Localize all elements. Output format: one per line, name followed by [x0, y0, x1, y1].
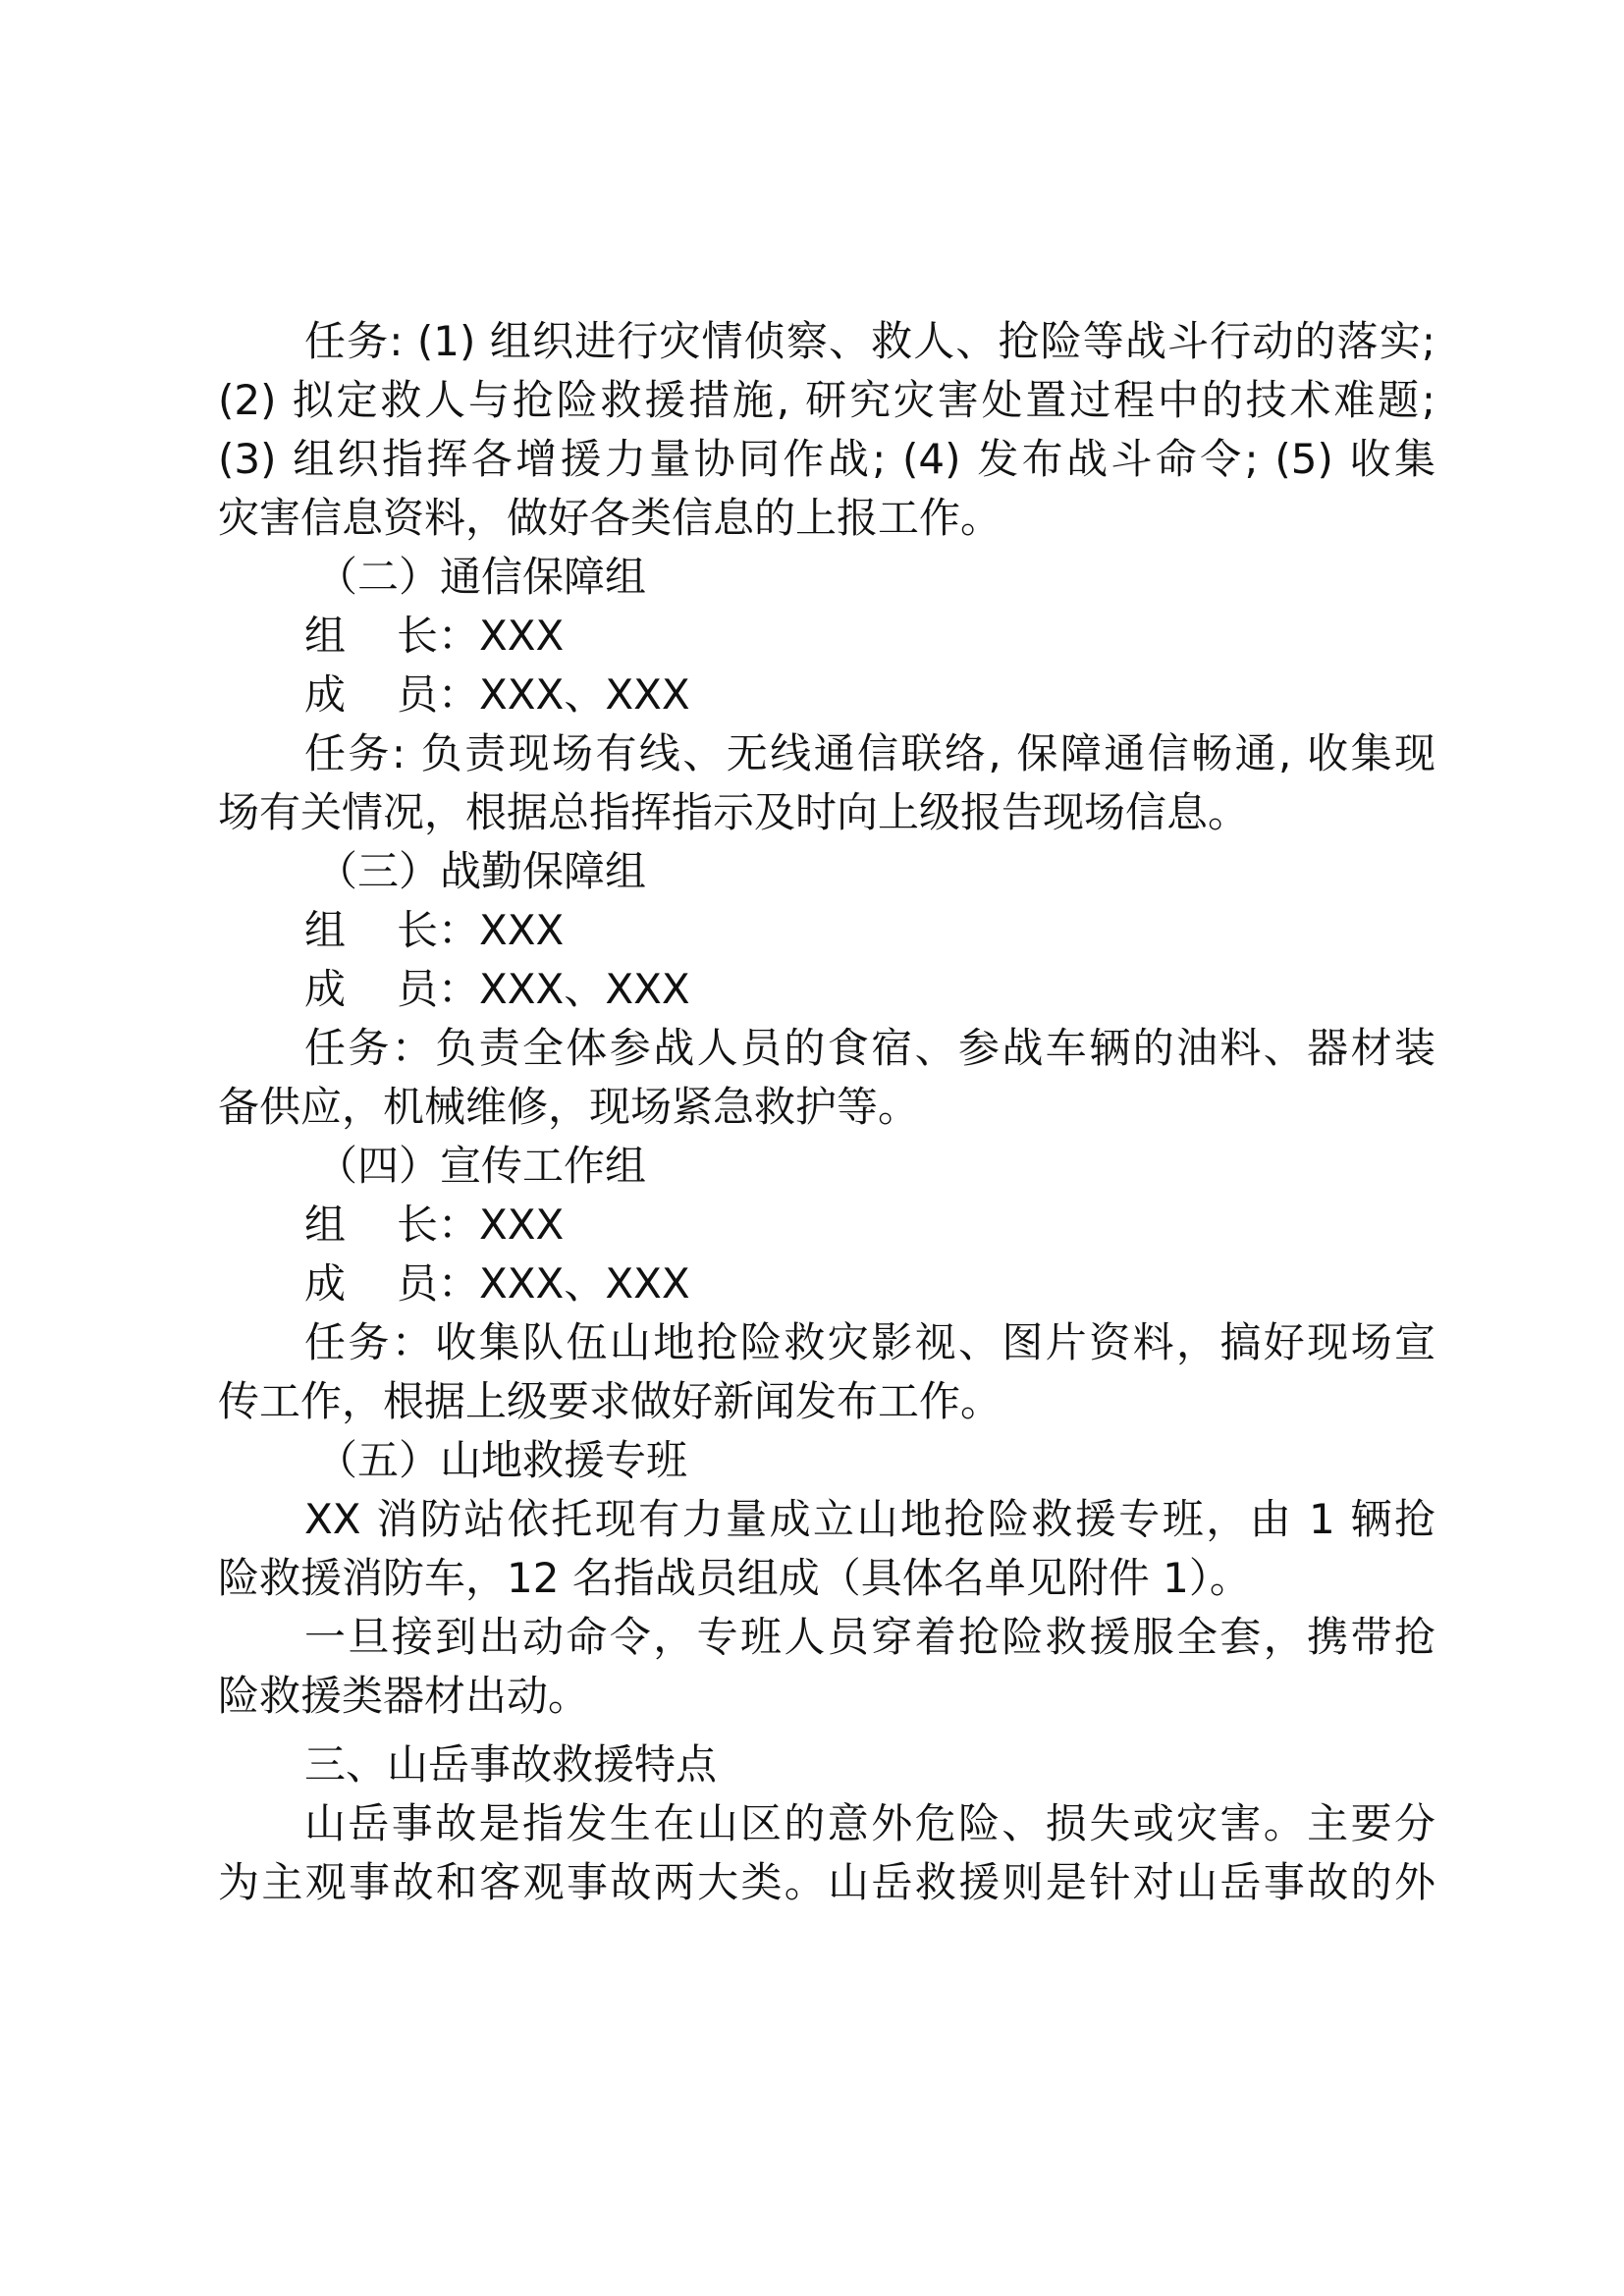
section3-para-line-1: 山岳事故是指发生在山区的意外危险、损失或灾害。主要分: [304, 1799, 1435, 1847]
group4-task-line-1: 任务：收集队伍山地抢险救灾影视、图片资料，搞好现场宣: [304, 1318, 1435, 1366]
group3-leader: 组 长：XXX: [304, 906, 565, 954]
group1-task-line-4: 灾害信息资料，做好各类信息的上报工作。: [218, 494, 1002, 542]
group4-heading: （四）宣传工作组: [316, 1142, 647, 1190]
group1-task-line-3: (3) 组织指挥各增援力量协同作战; (4) 发布战斗命令; (5) 收集: [218, 435, 1435, 483]
section3-heading: 三、山岳事故救援特点: [304, 1740, 718, 1789]
group1-task-line-1: 任务: (1) 组织进行灾情侦察、救人、抢险等战斗行动的落实;: [304, 317, 1435, 365]
group2-task-line-2: 场有关情况，根据总指挥指示及时向上级报告现场信息。: [218, 788, 1250, 836]
group3-members: 成 员：XXX、XXX: [304, 965, 690, 1013]
group2-leader: 组 长：XXX: [304, 612, 565, 660]
group5-para1-line-2: 险救援消防车，12 名指战员组成（具体名单见附件 1）。: [218, 1554, 1251, 1602]
group3-heading: （三）战勤保障组: [316, 847, 647, 895]
group5-para1-line-1: XX 消防站依托现有力量成立山地抢险救援专班，由 1 辆抢: [304, 1495, 1435, 1543]
group4-members: 成 员：XXX、XXX: [304, 1259, 690, 1308]
group3-task-line-1: 任务：负责全体参战人员的食宿、参战车辆的油料、器材装: [304, 1024, 1435, 1072]
section3-para-line-2: 为主观事故和客观事故两大类。山岳救援则是针对山岳事故的外: [218, 1858, 1435, 1906]
group2-members: 成 员：XXX、XXX: [304, 670, 690, 719]
group3-task-line-2: 备供应，机械维修，现场紧急救护等。: [218, 1083, 920, 1131]
group4-leader: 组 长：XXX: [304, 1201, 565, 1249]
group5-para2-line-2: 险救援类器材出动。: [218, 1672, 590, 1720]
group1-task-line-2: (2) 拟定救人与抢险救援措施, 研究灾害处置过程中的技术难题;: [218, 376, 1435, 424]
group5-heading: （五）山地救援专班: [316, 1436, 688, 1484]
group2-heading: （二）通信保障组: [316, 553, 647, 601]
group5-para2-line-1: 一旦接到出动命令，专班人员穿着抢险救援服全套，携带抢: [304, 1613, 1435, 1661]
group2-task-line-1: 任务: 负责现场有线、无线通信联络, 保障通信畅通, 收集现: [304, 729, 1435, 777]
group4-task-line-2: 传工作，根据上级要求做好新闻发布工作。: [218, 1377, 1002, 1425]
